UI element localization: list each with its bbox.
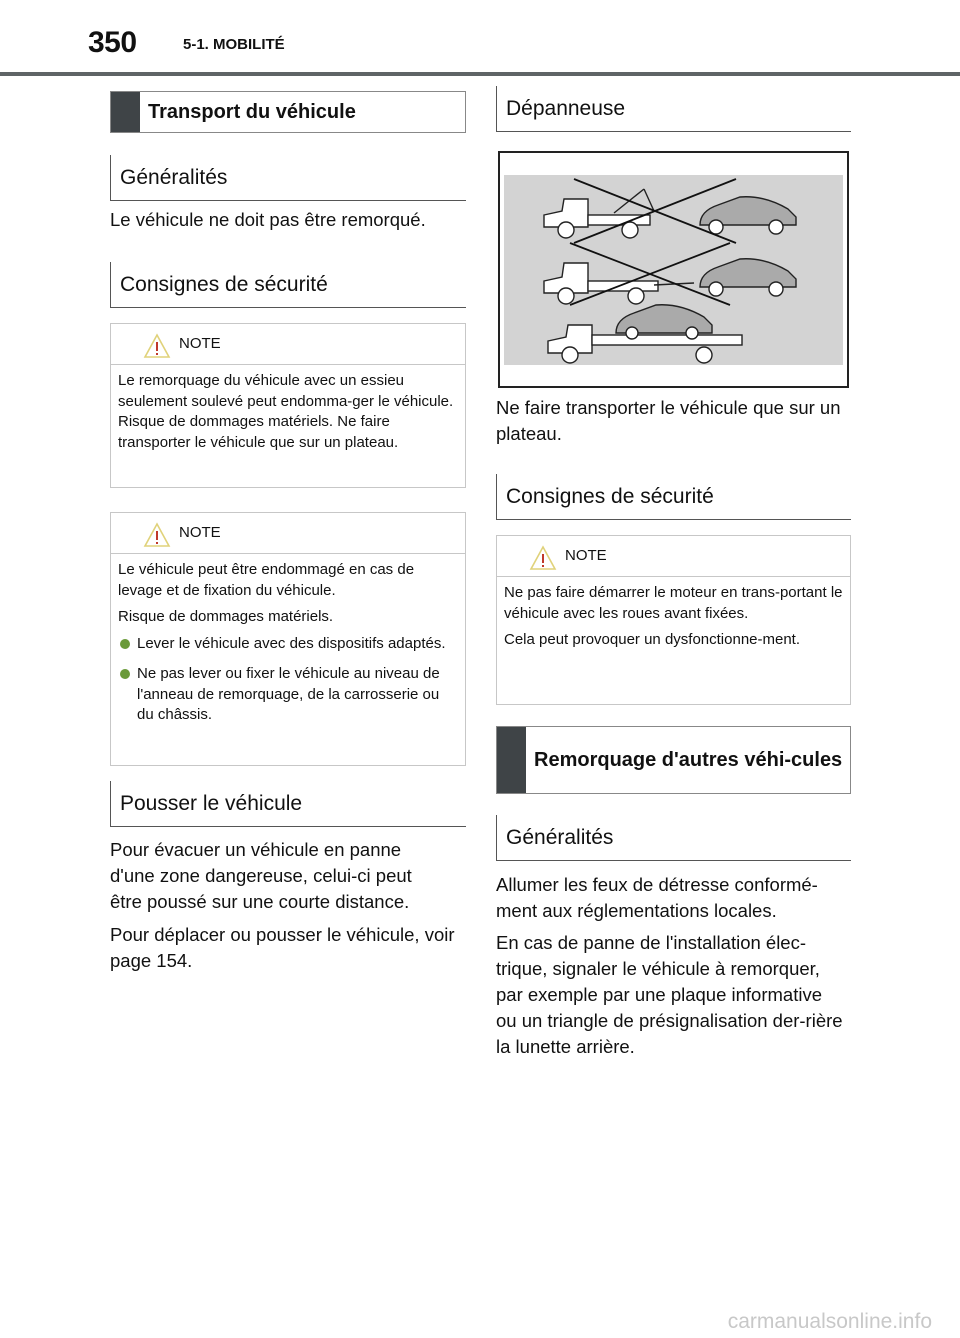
note-text: Le véhicule peut être endommagé en cas de levage et de fixation du véhicule.	[118, 561, 415, 599]
note-label: NOTE	[565, 547, 607, 564]
paragraph-generalites: Le véhicule ne doit pas être remorqué.	[110, 209, 426, 230]
chapter-title: 5-1. MOBILITÉ	[183, 36, 285, 53]
section-heading-transport	[110, 91, 466, 133]
subheading-pousser: Pousser le véhicule	[110, 781, 466, 827]
tow-truck-diagram-icon	[504, 175, 843, 365]
bullet-text: Ne pas lever ou fixer le véhicule au niveau de l'anneau de remorquage, de la carrosserie ou du châssis.	[137, 665, 440, 723]
section-bar	[497, 727, 526, 793]
note-label: NOTE	[179, 524, 221, 541]
bullet-dot-icon	[120, 669, 130, 679]
page-number: 350	[88, 26, 137, 59]
section-title: Remorquage d'autres véhi-cules	[534, 749, 843, 771]
note-body	[111, 554, 465, 742]
note-box-3	[496, 535, 851, 705]
paragraph-depanneuse: Ne faire transporter le véhicule que sur un plateau.	[496, 397, 841, 444]
note-body	[497, 577, 850, 663]
paragraph-remorquage-2: En cas de panne de l'installation élec-trique, signaler le véhicule à remorquer, par exemple par une plaque informative ou un triangle de présignalisation der-rière la lunette arrière.	[496, 932, 843, 1057]
watermark: carmanualsonline.info	[727, 1310, 932, 1333]
section-bar	[111, 92, 140, 132]
note-box-1	[110, 323, 466, 488]
note-header	[111, 324, 465, 365]
note-header	[111, 513, 465, 554]
subheading-generalites: Généralités	[110, 155, 466, 201]
note-text: Risque de dommages matériels.	[118, 608, 334, 625]
bullet-dot-icon	[120, 639, 130, 649]
page-header	[0, 0, 960, 76]
note-text: Cela peut provoquer un dysfonctionne-ment.	[504, 631, 801, 648]
tow-truck-illustration	[498, 151, 849, 388]
paragraph-remorquage-1: Allumer les feux de détresse conformé-ment aux réglementations locales.	[496, 874, 818, 921]
note-header	[497, 536, 850, 577]
warning-triangle-icon	[143, 522, 171, 548]
subheading-generalites-right: Généralités	[496, 815, 851, 861]
header-rule	[0, 72, 960, 76]
subheading-depanneuse: Dépanneuse	[496, 86, 851, 132]
note-box-2	[110, 512, 466, 766]
note-body	[111, 365, 465, 465]
section-heading-remorquage	[496, 726, 851, 794]
note-label: NOTE	[179, 335, 221, 352]
note-bullet	[118, 664, 458, 726]
warning-triangle-icon	[529, 545, 557, 571]
subheading-consignes-right: Consignes de sécurité	[496, 474, 851, 520]
bullet-text: Lever le véhicule avec des dispositifs adaptés.	[137, 634, 446, 652]
illustration-background	[504, 175, 843, 365]
subheading-consignes: Consignes de sécurité	[110, 262, 466, 308]
paragraph-pousser-2: Pour déplacer ou pousser le véhicule, voir page 154.	[110, 924, 455, 971]
paragraph-pousser-1: Pour évacuer un véhicule en panne d'une zone dangereuse, celui-ci peut être poussé sur une courte distance.	[110, 839, 412, 912]
warning-triangle-icon	[143, 333, 171, 359]
section-title: Transport du véhicule	[148, 100, 356, 123]
note-bullet	[118, 634, 458, 655]
note-text: Ne pas faire démarrer le moteur en trans-portant le véhicule avec les roues avant fixées.	[504, 584, 843, 622]
note-text: Le remorquage du véhicule avec un essieu seulement soulevé peut endomma-ger le véhicule. Risque de dommages matériels. Ne faire transporter le véhicule que sur un plateau.	[118, 372, 454, 451]
